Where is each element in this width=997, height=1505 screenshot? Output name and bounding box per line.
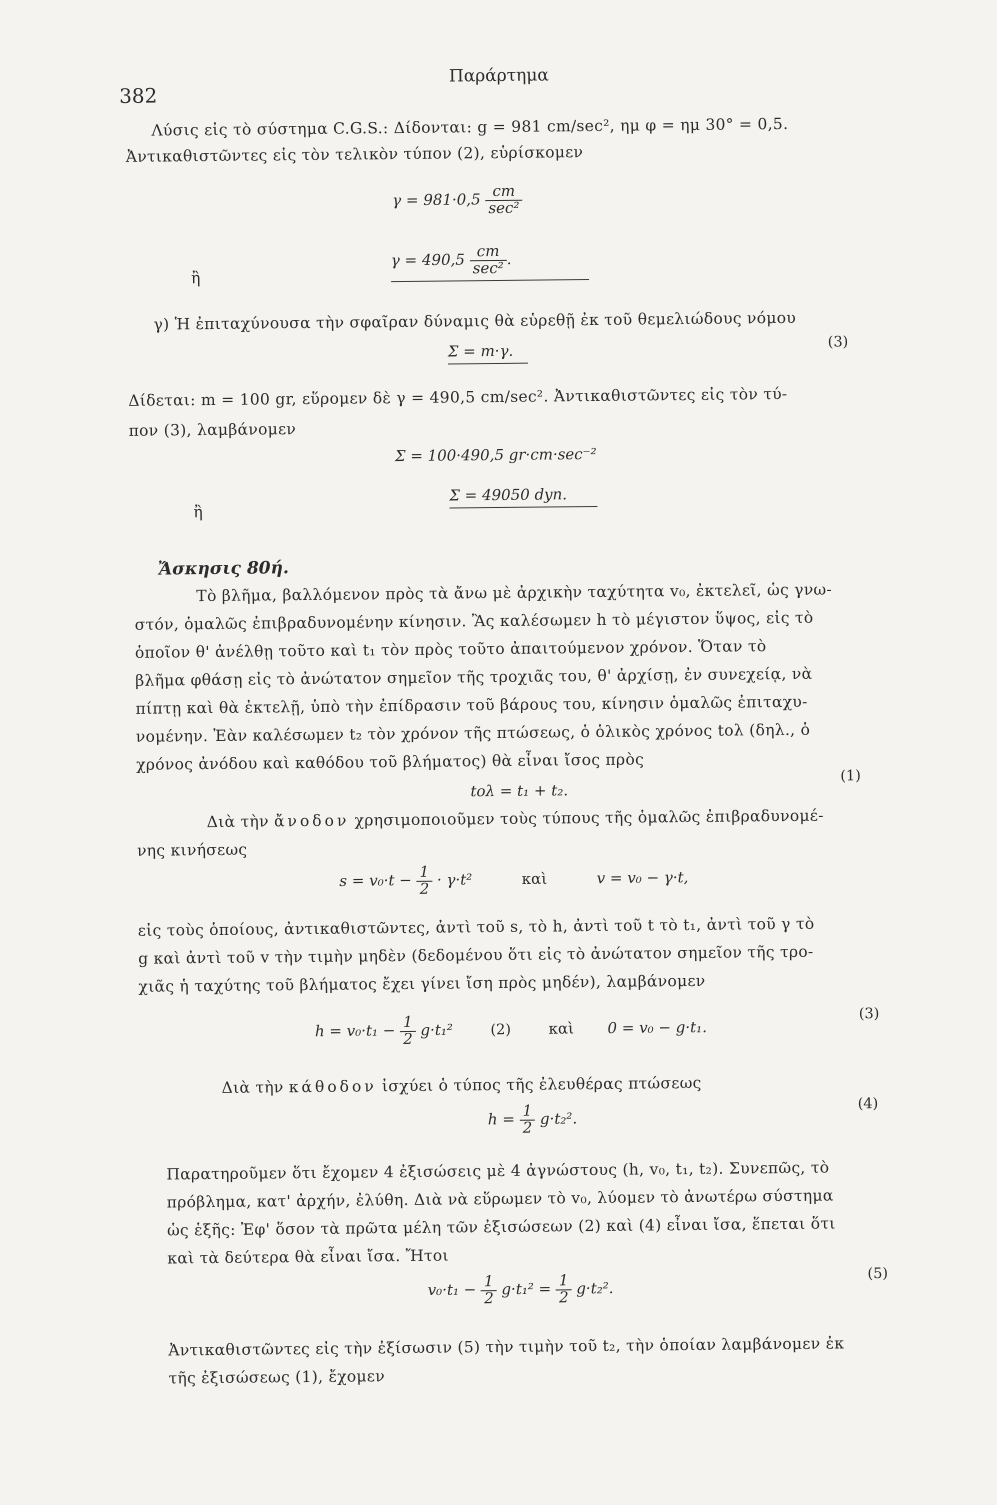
exercise-p6-line-1: Ἀντικαθιστῶντες εἰς τὴν ἐξίσωσιν (5) τὴν τιμὴν τοῦ t₂, τὴν ὁποίαν λαμβάνομεν ἐκ <box>168 1334 845 1360</box>
total-time-equation: tολ = t₁ + t₂. <box>470 781 569 801</box>
equation-gamma-result: γ = 490,5 $\frac{cm}{\text{sec²}}$ . <box>391 243 589 282</box>
intro-line-1: Λύσις εἰς τὸ σύστημα C.G.S.: Δίδονται: g = 981 cm/sec², ημ φ = ημ 30° = 0,5. <box>151 114 789 140</box>
force-equation: Σ = 100·490,5 gr·cm·sec⁻² <box>394 444 597 466</box>
exercise-p5-line-1: Παρατηροῦμεν ὅτι ἔχομεν 4 ἐξισώσεις μὲ 4 ἀγνώστους (h, v₀, t₁, t₂). Συνεπῶς, τὸ <box>166 1158 830 1184</box>
exercise-p5-line-2: πρόβλημα, κατ' ἀρχήν, ἐλύθη. Διὰ νὰ εὕρωμεν τὸ v₀, λύομεν τὸ ἀνωτέρω σύστημα <box>166 1186 834 1212</box>
part-c-line-1: γ) Ἡ ἐπιταχύνουσα τὴν σφαῖραν δύναμις θὰ εὑρεθῇ ἐκ τοῦ θεμελιώδους νόμου <box>153 308 797 334</box>
ascent-equations: s = v₀·t − $\frac{1}{2}$ · γ·t² καὶ v = v₀ − γ·t, <box>339 862 689 898</box>
equation-number-5: (5) <box>867 1265 889 1283</box>
page-number: 382 <box>119 83 158 108</box>
exercise-p1-line-6: νομένην. Ἐὰν καλέσωμεν t₂ τὸν χρόνον τῆς πτώσεως, ὁ ὁλικὸς χρόνος tολ (δηλ., ὁ <box>135 720 811 746</box>
exercise-p1-line-7: χρόνος ἀνόδου καὶ καθόδου τοῦ βλήματος) θὰ εἶναι ἴσος πρὸς <box>136 750 645 774</box>
or-label-2: ἢ <box>193 503 204 522</box>
exercise-p5-line-4: καὶ τὰ δεύτερα θὰ εἶναι ἴσα. Ἤτοι <box>167 1246 449 1268</box>
ascent-paragraph-line-2: νης κινήσεως <box>136 840 248 860</box>
exercise-p5-line-3: ὡς ἑξῆς: Ἐφ' ὅσον τὰ πρῶτα μέλη τῶν ἐξισώσεων (2) καὶ (4) εἶναι ἴσα, ἕπεται ὅτι <box>166 1214 836 1240</box>
part-c-line-2: Δίδεται: m = 100 gr, εὕρομεν δὲ γ = 490,5 cm/sec². Ἀντικαθιστῶντες εἰς τὸν τύ- <box>128 384 788 410</box>
exercise-p3-line-3: χιᾶς ἡ ταχύτης τοῦ βλήματος ἔχει γίνει ἴση πρὸς μηδέν), λαμβάνομεν <box>138 971 706 996</box>
exercise-p1-line-4: βλῆμα φθάσῃ εἰς τὸ ἀνώτατον σημεῖον τῆς τροχιᾶς του, θ' ἀρχίσῃ, ἐν συνεχείᾳ, νὰ <box>135 664 813 690</box>
exercise-p3-line-2: g καὶ ἀντὶ τοῦ v τὴν τιμὴν μηδὲν (δεδομένου ὅτι εἰς τὸ ἀνώτατον σημεῖον τῆς τρο- <box>138 942 814 968</box>
exercise-p1-line-1: Τὸ βλῆμα, βαλλόμενον πρὸς τὰ ἄνω μὲ ἀρχικὴν ταχύτητα v₀, ἐκτελεῖ, ὡς γνω- <box>196 580 833 606</box>
descent-paragraph: Διὰ τὴν κάθοδον ἰσχύει ὁ τύπος τῆς ἐλευθέρας πτώσεως <box>221 1073 702 1097</box>
force-result-equation: Σ = 49050 dyn. <box>449 485 597 509</box>
ascent-system-equations: h = v₀·t₁ − $\frac{1}{2}$ g·t₁² (2) καὶ 0 = v₀ − g·t₁. <box>314 1012 708 1048</box>
exercise-p1-line-3: ὁποῖον θ' ἀνέλθῃ τοῦτο καὶ t₁ τὸν πρὸς τοῦτο ἀπαιτούμενον χρόνον. Ὅταν τὸ <box>134 637 767 662</box>
exercise-title: Ἄσκησις 80ή. <box>157 558 289 580</box>
exercise-p1-line-5: πίπτῃ καὶ θὰ ἐκτελῇ, ὑπὸ τὴν ἐπίδρασιν τοῦ βάρους του, κίνησιν ὁμαλῶς ἐπιταχυ- <box>135 692 808 718</box>
ascent-paragraph-line-1: Διὰ τὴν ἄνοδον χρησιμοποιοῦμεν τοὺς τύπους τῆς ὁμαλῶς ἐπιβραδυνομέ- <box>206 806 824 832</box>
exercise-p1-line-2: στόν, ὁμαλῶς ἐπιβραδυνομένην κίνησιν. Ἂς καλέσωμεν h τὸ μέγιστον ὕψος, εἰς τὸ <box>134 608 814 634</box>
exercise-p6-line-2: τῆς ἐξισώσεως (1), ἔχομεν <box>168 1367 386 1388</box>
equation-number-3a: (3) <box>827 334 849 351</box>
newton-law-equation: Σ = m·γ. <box>448 342 528 365</box>
running-title: Παράρτημα <box>448 65 549 87</box>
or-label-1: ἢ <box>190 269 201 288</box>
exercise-p3-line-1: εἰς τοὺς ὁποίους, ἀντικαθιστῶντες, ἀντὶ τοῦ s, τὸ h, ἀντὶ τοῦ t τὸ t₁, ἀντὶ τοῦ γ τὸ <box>137 914 815 940</box>
part-c-line-3: πον (3), λαμβάνομεν <box>128 420 297 440</box>
equation-gamma: γ = 981·0,5 $\frac{cm}{\text{sec²}}$ <box>392 184 522 218</box>
free-fall-equation: h = $\frac{1}{2}$ g·t₂². <box>487 1101 578 1137</box>
intro-line-2: Ἀντικαθιστῶντες εἰς τὸν τελικὸν τύπον (2), εὑρίσκομεν <box>125 143 584 166</box>
equation-number-1: (1) <box>840 768 861 785</box>
equation-number-4: (4) <box>857 1096 879 1113</box>
equation-number-3b: (3) <box>858 1006 880 1023</box>
combined-equation: v₀·t₁ − $\frac{1}{2}$ g·t₁² = $\frac{1}{2}$ g·t₂². <box>427 1271 614 1307</box>
